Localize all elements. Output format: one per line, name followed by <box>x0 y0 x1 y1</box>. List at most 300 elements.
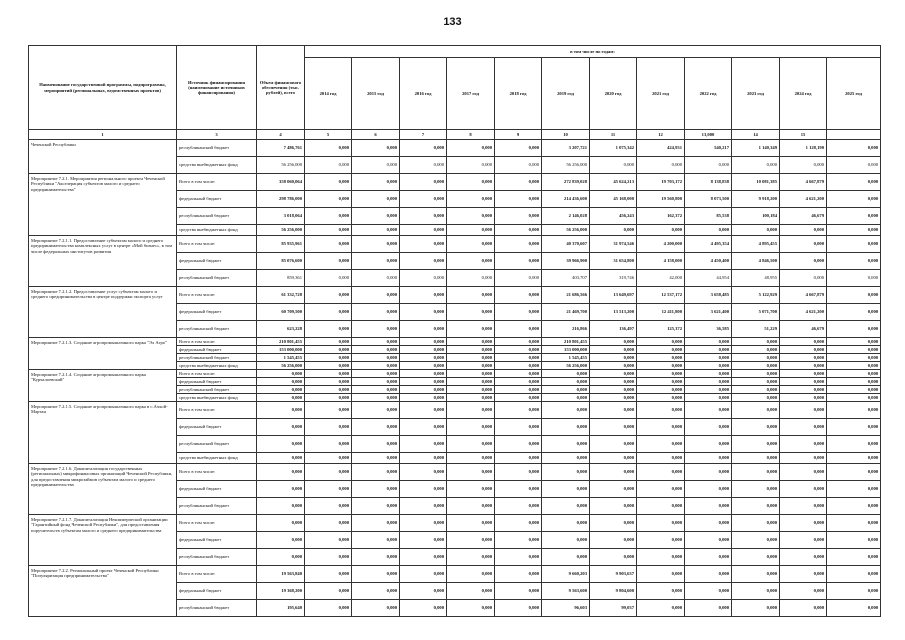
table-row <box>29 287 881 304</box>
year-amount-cell: 0,000 <box>495 402 542 419</box>
program-name-cell: Мероприятие 7.2.1.1. Предоставление субъектам малого и среднего предпринимательства комплексных услуг в центре «Мой бизнес», в том числе федеральных институтов развития <box>29 236 177 287</box>
year-amount-cell: 0,000 <box>447 140 495 157</box>
year-amount-cell: 0,000 <box>400 402 447 419</box>
year-amount-cell: 31 974,546 <box>590 236 637 253</box>
year-amount-cell: 0,000 <box>495 515 542 532</box>
column-index: 1 <box>29 130 177 140</box>
year-amount-cell: 0,000 <box>447 270 495 287</box>
header-year: 2024 год <box>780 58 827 130</box>
year-amount-cell: 0,000 <box>400 386 447 394</box>
year-amount-cell: 9 918,200 <box>732 191 780 208</box>
year-amount-cell: 0,000 <box>827 402 881 419</box>
total-amount-cell: 19 368,200 <box>257 583 305 600</box>
year-amount-cell: 0,000 <box>495 208 542 225</box>
year-amount-cell: 0,000 <box>590 362 637 370</box>
year-amount-cell: 0,000 <box>827 453 881 464</box>
column-index: 9 <box>495 130 542 140</box>
year-amount-cell: 0,000 <box>542 464 590 481</box>
year-amount-cell: 0,000 <box>827 436 881 453</box>
year-amount-cell: 0,000 <box>732 370 780 378</box>
year-amount-cell: 0,000 <box>305 386 352 394</box>
funding-source-cell: федеральный бюджет <box>177 378 257 386</box>
year-amount-cell: 0,000 <box>352 321 400 338</box>
year-amount-cell: 0,000 <box>400 515 447 532</box>
total-amount-cell: 298 786,000 <box>257 191 305 208</box>
column-index: 5 <box>305 130 352 140</box>
funding-source-cell: республиканский бюджет <box>177 208 257 225</box>
year-amount-cell: 0,000 <box>352 600 400 617</box>
year-amount-cell: 85,538 <box>685 208 732 225</box>
year-amount-cell: 96,603 <box>542 600 590 617</box>
year-amount-cell: 0,000 <box>305 236 352 253</box>
year-amount-cell: 0,000 <box>780 532 827 549</box>
total-amount-cell: 0,000 <box>257 481 305 498</box>
year-amount-cell: 0,000 <box>542 378 590 386</box>
year-amount-cell: 0,000 <box>827 370 881 378</box>
year-amount-cell: 13 513,200 <box>590 304 637 321</box>
year-amount-cell: 0,000 <box>732 386 780 394</box>
year-amount-cell: 0,000 <box>447 566 495 583</box>
year-amount-cell: 4 846,500 <box>732 253 780 270</box>
program-name-cell: Мероприятие 7.2.1.6. Докапитализация государственных (региональных) микрофинансовых организаций Чеченской Республики, для предоставления микрозаймов субъектам малого и среднего предпринимательства <box>29 464 177 515</box>
year-amount-cell: 216,866 <box>542 321 590 338</box>
year-amount-cell: 0,000 <box>542 402 590 419</box>
year-amount-cell: 0,000 <box>400 394 447 402</box>
year-amount-cell: 0,000 <box>495 386 542 394</box>
year-amount-cell: 0,000 <box>827 362 881 370</box>
year-amount-cell: 0,000 <box>447 236 495 253</box>
year-amount-cell: 0,000 <box>827 515 881 532</box>
year-amount-cell: 0,000 <box>827 174 881 191</box>
year-amount-cell: 0,000 <box>732 464 780 481</box>
year-amount-cell: 0,000 <box>447 208 495 225</box>
year-amount-cell: 0,000 <box>542 532 590 549</box>
year-amount-cell: 0,000 <box>827 532 881 549</box>
total-amount-cell: 358 060,064 <box>257 174 305 191</box>
header-year: 2022 год <box>685 58 732 130</box>
funding-source-cell: республиканский бюджет <box>177 270 257 287</box>
year-amount-cell: 0,000 <box>352 225 400 236</box>
total-amount-cell: 0,000 <box>257 436 305 453</box>
year-amount-cell: 0,000 <box>637 532 685 549</box>
year-amount-cell: 0,000 <box>590 394 637 402</box>
year-amount-cell: 0,000 <box>495 436 542 453</box>
year-amount-cell: 0,000 <box>400 225 447 236</box>
header-year: 2021 год <box>637 58 685 130</box>
year-amount-cell: 1 128,190 <box>780 140 827 157</box>
year-amount-cell: 0,000 <box>495 378 542 386</box>
table-row <box>29 515 881 532</box>
year-amount-cell: 0,000 <box>780 157 827 174</box>
column-index-row <box>29 130 881 140</box>
year-amount-cell: 100,184 <box>732 208 780 225</box>
column-index: 3 <box>177 130 257 140</box>
year-amount-cell: 0,000 <box>780 402 827 419</box>
year-amount-cell: 0,000 <box>780 498 827 515</box>
total-amount-cell: 0,000 <box>257 419 305 436</box>
total-amount-cell: 0,000 <box>257 370 305 378</box>
year-amount-cell: 0,000 <box>732 346 780 354</box>
table-row <box>29 370 881 378</box>
year-amount-cell: 0,000 <box>352 208 400 225</box>
year-amount-cell: 0,000 <box>780 378 827 386</box>
year-amount-cell: 0,000 <box>447 464 495 481</box>
total-amount-cell: 0,000 <box>257 378 305 386</box>
year-amount-cell: 0,000 <box>590 354 637 362</box>
year-amount-cell: 0,000 <box>542 394 590 402</box>
year-amount-cell: 0,000 <box>780 386 827 394</box>
column-index: 14 <box>732 130 780 140</box>
total-amount-cell: 210 801,455 <box>257 338 305 346</box>
program-name-cell: Мероприятие 7.2.1.3. Создание агропромышленного парка "Эл Агро" <box>29 338 177 370</box>
year-amount-cell: 0,000 <box>780 346 827 354</box>
year-amount-cell: 0,000 <box>447 481 495 498</box>
year-amount-cell: 0,000 <box>732 436 780 453</box>
year-amount-cell: 0,000 <box>495 253 542 270</box>
year-amount-cell: 0,000 <box>495 394 542 402</box>
year-amount-cell: 0,000 <box>352 140 400 157</box>
year-amount-cell: 0,000 <box>780 370 827 378</box>
program-name-cell: Чеченской Республики <box>29 140 177 174</box>
year-amount-cell: 0,000 <box>827 157 881 174</box>
year-amount-cell: 0,000 <box>305 481 352 498</box>
year-amount-cell: 56 256,000 <box>542 362 590 370</box>
year-amount-cell: 0,000 <box>732 338 780 346</box>
year-amount-cell: 2 146,028 <box>542 208 590 225</box>
year-amount-cell: 12 411,800 <box>637 304 685 321</box>
header-year: 2015 год <box>352 58 400 130</box>
year-amount-cell: 0,000 <box>495 304 542 321</box>
year-amount-cell: 0,000 <box>637 354 685 362</box>
year-amount-cell: 0,000 <box>305 453 352 464</box>
year-amount-cell: 0,000 <box>637 338 685 346</box>
year-amount-cell: 4 495,354 <box>685 236 732 253</box>
year-amount-cell: 0,000 <box>495 362 542 370</box>
year-amount-cell: 0,000 <box>827 304 881 321</box>
year-amount-cell: 0,000 <box>352 402 400 419</box>
year-amount-cell: 0,000 <box>447 174 495 191</box>
year-amount-cell: 0,000 <box>827 549 881 566</box>
year-amount-cell: 0,000 <box>590 453 637 464</box>
year-amount-cell: 0,000 <box>637 436 685 453</box>
year-amount-cell: 0,000 <box>447 436 495 453</box>
year-amount-cell: 0,000 <box>590 481 637 498</box>
year-amount-cell: 0,000 <box>305 191 352 208</box>
year-amount-cell: 0,000 <box>685 464 732 481</box>
year-amount-cell: 0,000 <box>780 354 827 362</box>
year-amount-cell: 0,000 <box>637 481 685 498</box>
year-amount-cell: 0,000 <box>827 394 881 402</box>
year-amount-cell: 0,000 <box>400 583 447 600</box>
header-year: 2023 год <box>732 58 780 130</box>
year-amount-cell: 0,000 <box>400 532 447 549</box>
funding-source-cell: федеральный бюджет <box>177 191 257 208</box>
column-index: 7 <box>400 130 447 140</box>
header-source: Источник финансирования (наименование источников финансирования) <box>177 46 257 130</box>
year-amount-cell: 4 621,200 <box>780 304 827 321</box>
year-amount-cell: 0,000 <box>542 549 590 566</box>
year-amount-cell: 0,000 <box>352 515 400 532</box>
year-amount-cell: 0,000 <box>352 498 400 515</box>
year-amount-cell: 0,000 <box>732 481 780 498</box>
year-amount-cell: 0,000 <box>637 515 685 532</box>
total-amount-cell: 859,361 <box>257 270 305 287</box>
year-amount-cell: 0,000 <box>590 378 637 386</box>
year-amount-cell: 21 469,700 <box>542 304 590 321</box>
year-amount-cell: 0,000 <box>827 208 881 225</box>
table-row <box>29 236 881 253</box>
total-amount-cell: 56 256,000 <box>257 157 305 174</box>
year-amount-cell: 40 370,607 <box>542 236 590 253</box>
year-amount-cell: 0,000 <box>542 453 590 464</box>
funding-source-cell: федеральный бюджет <box>177 532 257 549</box>
year-amount-cell: 0,000 <box>732 157 780 174</box>
year-amount-cell: 0,000 <box>685 338 732 346</box>
funding-source-cell: федеральный бюджет <box>177 583 257 600</box>
year-amount-cell: 0,000 <box>827 354 881 362</box>
year-amount-cell: 0,000 <box>637 549 685 566</box>
year-amount-cell: 0,000 <box>637 464 685 481</box>
year-amount-cell: 0,000 <box>447 498 495 515</box>
year-amount-cell: 0,000 <box>352 386 400 394</box>
year-amount-cell: 1 140,349 <box>732 140 780 157</box>
year-amount-cell: 0,000 <box>685 157 732 174</box>
year-amount-cell: 0,000 <box>495 532 542 549</box>
year-amount-cell: 0,000 <box>780 338 827 346</box>
page-number: 133 <box>443 16 462 28</box>
header-year: 2016 год <box>400 58 447 130</box>
funding-source-cell: Всего в том числе: <box>177 566 257 583</box>
year-amount-cell: 0,000 <box>637 402 685 419</box>
year-amount-cell: 0,000 <box>637 394 685 402</box>
header-year: 2025 год <box>827 58 881 130</box>
year-amount-cell: 0,000 <box>637 386 685 394</box>
total-amount-cell: 19 563,840 <box>257 566 305 583</box>
year-amount-cell: 456,243 <box>590 208 637 225</box>
year-amount-cell: 0,000 <box>352 566 400 583</box>
header-year: 2018 год <box>495 58 542 130</box>
total-amount-cell: 0,000 <box>257 549 305 566</box>
year-amount-cell: 56 256,000 <box>542 225 590 236</box>
program-name-cell: Мероприятие 7.2.1.5. Создание агропромышленного парка в с.Ачхой-Мартан <box>29 402 177 464</box>
program-name-cell: Мероприятие 7.2.2. Региональный проект Чеченской Республики "Популяризация предпринимательства" <box>29 566 177 617</box>
year-amount-cell: 0,000 <box>732 354 780 362</box>
funding-source-cell: федеральный бюджет <box>177 419 257 436</box>
year-amount-cell: 0,000 <box>352 453 400 464</box>
year-amount-cell: 0,000 <box>780 236 827 253</box>
year-amount-cell: 0,000 <box>352 419 400 436</box>
year-amount-cell: 0,000 <box>305 394 352 402</box>
year-amount-cell: 0,000 <box>542 370 590 378</box>
year-amount-cell: 0,000 <box>685 394 732 402</box>
year-amount-cell: 0,000 <box>732 394 780 402</box>
year-amount-cell: 0,000 <box>305 253 352 270</box>
year-amount-cell: 0,000 <box>780 270 827 287</box>
year-amount-cell: 0,000 <box>590 225 637 236</box>
year-amount-cell: 0,000 <box>685 498 732 515</box>
total-amount-cell: 60 709,500 <box>257 304 305 321</box>
year-amount-cell: 0,000 <box>400 600 447 617</box>
year-amount-cell: 0,000 <box>495 498 542 515</box>
year-amount-cell: 0,000 <box>780 464 827 481</box>
total-amount-cell: 3 018,064 <box>257 208 305 225</box>
year-amount-cell: 45 168,000 <box>590 191 637 208</box>
year-amount-cell: 0,000 <box>590 402 637 419</box>
year-amount-cell: 4 667,879 <box>780 287 827 304</box>
year-amount-cell: 8 073,500 <box>685 191 732 208</box>
year-amount-cell: 51,229 <box>732 321 780 338</box>
year-amount-cell: 210 801,455 <box>542 338 590 346</box>
year-amount-cell: 0,000 <box>352 287 400 304</box>
year-amount-cell: 0,000 <box>827 583 881 600</box>
year-amount-cell: 319,746 <box>590 270 637 287</box>
year-amount-cell: 0,000 <box>685 532 732 549</box>
year-amount-cell: 0,000 <box>732 549 780 566</box>
total-amount-cell: 0,000 <box>257 386 305 394</box>
year-amount-cell: 0,000 <box>305 600 352 617</box>
total-amount-cell: 0,000 <box>257 453 305 464</box>
year-amount-cell: 0,000 <box>827 600 881 617</box>
year-amount-cell: 0,000 <box>780 600 827 617</box>
year-amount-cell: 0,000 <box>590 549 637 566</box>
year-amount-cell: 0,000 <box>780 583 827 600</box>
year-amount-cell: 0,000 <box>400 481 447 498</box>
year-amount-cell: 0,000 <box>400 346 447 354</box>
year-amount-cell: 0,000 <box>305 338 352 346</box>
column-index: 8 <box>447 130 495 140</box>
year-amount-cell: 0,000 <box>305 515 352 532</box>
year-amount-cell: 0,000 <box>732 583 780 600</box>
year-amount-cell: 0,000 <box>447 453 495 464</box>
funding-source-cell: Всего в том числе: <box>177 515 257 532</box>
year-amount-cell: 0,000 <box>590 464 637 481</box>
year-amount-cell: 0,000 <box>400 453 447 464</box>
funding-source-cell: Всего в том числе: <box>177 402 257 419</box>
year-amount-cell: 0,000 <box>447 253 495 270</box>
year-amount-cell: 0,000 <box>447 338 495 346</box>
year-amount-cell: 0,000 <box>732 362 780 370</box>
year-amount-cell: 0,000 <box>447 370 495 378</box>
header-year: 2017 год <box>447 58 495 130</box>
year-amount-cell: 0,000 <box>305 419 352 436</box>
year-amount-cell: 214 436,600 <box>542 191 590 208</box>
year-amount-cell: 0,000 <box>590 338 637 346</box>
year-amount-cell: 0,000 <box>400 236 447 253</box>
year-amount-cell: 0,000 <box>637 583 685 600</box>
year-amount-cell: 0,000 <box>780 515 827 532</box>
year-amount-cell: 0,000 <box>827 346 881 354</box>
year-amount-cell: 0,000 <box>352 338 400 346</box>
year-amount-cell: 0,000 <box>495 481 542 498</box>
year-amount-cell: 0,000 <box>400 370 447 378</box>
year-amount-cell: 0,000 <box>732 600 780 617</box>
year-amount-cell: 45 624,213 <box>590 174 637 191</box>
table-row <box>29 566 881 583</box>
year-amount-cell: 0,000 <box>400 362 447 370</box>
year-amount-cell: 0,000 <box>305 549 352 566</box>
year-amount-cell: 0,000 <box>447 321 495 338</box>
year-amount-cell: 48,955 <box>732 270 780 287</box>
header-volume: Объем финансового обеспечения (тыс. рублей), всего <box>257 46 305 130</box>
year-amount-cell: 0,000 <box>352 253 400 270</box>
year-amount-cell: 0,000 <box>305 321 352 338</box>
table-row <box>29 140 881 157</box>
total-amount-cell: 0,000 <box>257 402 305 419</box>
year-amount-cell: 0,000 <box>447 304 495 321</box>
year-amount-cell: 0,000 <box>732 566 780 583</box>
year-amount-cell: 0,000 <box>447 402 495 419</box>
year-amount-cell: 0,000 <box>352 532 400 549</box>
year-amount-cell: 31 654,800 <box>590 253 637 270</box>
year-amount-cell: 0,000 <box>305 208 352 225</box>
funding-source-cell: средства внебюджетных фонд <box>177 453 257 464</box>
year-amount-cell: 0,000 <box>685 378 732 386</box>
total-amount-cell: 623,228 <box>257 321 305 338</box>
year-amount-cell: 0,000 <box>305 287 352 304</box>
year-amount-cell: 0,000 <box>352 436 400 453</box>
year-amount-cell: 0,000 <box>495 453 542 464</box>
year-amount-cell: 0,000 <box>495 338 542 346</box>
year-amount-cell: 0,000 <box>400 436 447 453</box>
year-amount-cell: 0,000 <box>827 498 881 515</box>
year-amount-cell: 0,000 <box>732 378 780 386</box>
year-amount-cell: 0,000 <box>305 304 352 321</box>
year-amount-cell: 0,000 <box>352 362 400 370</box>
year-amount-cell: 0,000 <box>827 419 881 436</box>
year-amount-cell: 12 537,172 <box>637 287 685 304</box>
year-amount-cell: 0,000 <box>590 386 637 394</box>
year-amount-cell: 0,000 <box>685 370 732 378</box>
year-amount-cell: 0,000 <box>637 419 685 436</box>
year-amount-cell: 0,000 <box>495 174 542 191</box>
year-amount-cell: 19 560,800 <box>637 191 685 208</box>
year-amount-cell: 46,679 <box>780 208 827 225</box>
total-amount-cell: 0,000 <box>257 515 305 532</box>
year-amount-cell: 44,954 <box>685 270 732 287</box>
year-amount-cell: 0,000 <box>542 436 590 453</box>
year-amount-cell: 4 895,455 <box>732 236 780 253</box>
year-amount-cell: 9 563,600 <box>542 583 590 600</box>
year-amount-cell: 4 667,879 <box>780 174 827 191</box>
financing-table <box>28 45 881 617</box>
funding-source-cell: республиканский бюджет <box>177 498 257 515</box>
column-index: 4 <box>257 130 305 140</box>
year-amount-cell: 0,000 <box>305 378 352 386</box>
year-amount-cell: 0,000 <box>352 394 400 402</box>
year-amount-cell: 0,000 <box>685 386 732 394</box>
year-amount-cell: 42,000 <box>637 270 685 287</box>
year-amount-cell: 0,000 <box>447 346 495 354</box>
year-amount-cell: 8 138,838 <box>685 174 732 191</box>
total-amount-cell: 0,000 <box>257 532 305 549</box>
year-amount-cell: 272 839,028 <box>542 174 590 191</box>
year-amount-cell: 0,000 <box>352 464 400 481</box>
year-amount-cell: 0,000 <box>400 338 447 346</box>
year-amount-cell: 0,000 <box>305 354 352 362</box>
total-amount-cell: 0,000 <box>257 464 305 481</box>
year-amount-cell: 0,000 <box>400 208 447 225</box>
funding-source-cell: федеральный бюджет <box>177 304 257 321</box>
program-name-cell: Мероприятие 7.2.1.7. Докапитализация Некоммерческой организации "Гарантийный фонд Чеченской Республики", для предоставления поручительств субъектам малого и среднего предпринимательства <box>29 515 177 566</box>
year-amount-cell: 0,000 <box>352 378 400 386</box>
year-amount-cell: 0,000 <box>352 481 400 498</box>
table-row <box>29 402 881 419</box>
total-amount-cell: 85 935,961 <box>257 236 305 253</box>
year-amount-cell: 0,000 <box>732 402 780 419</box>
year-amount-cell: 0,000 <box>637 225 685 236</box>
year-amount-cell: 0,000 <box>685 481 732 498</box>
funding-source-cell: республиканский бюджет <box>177 549 257 566</box>
